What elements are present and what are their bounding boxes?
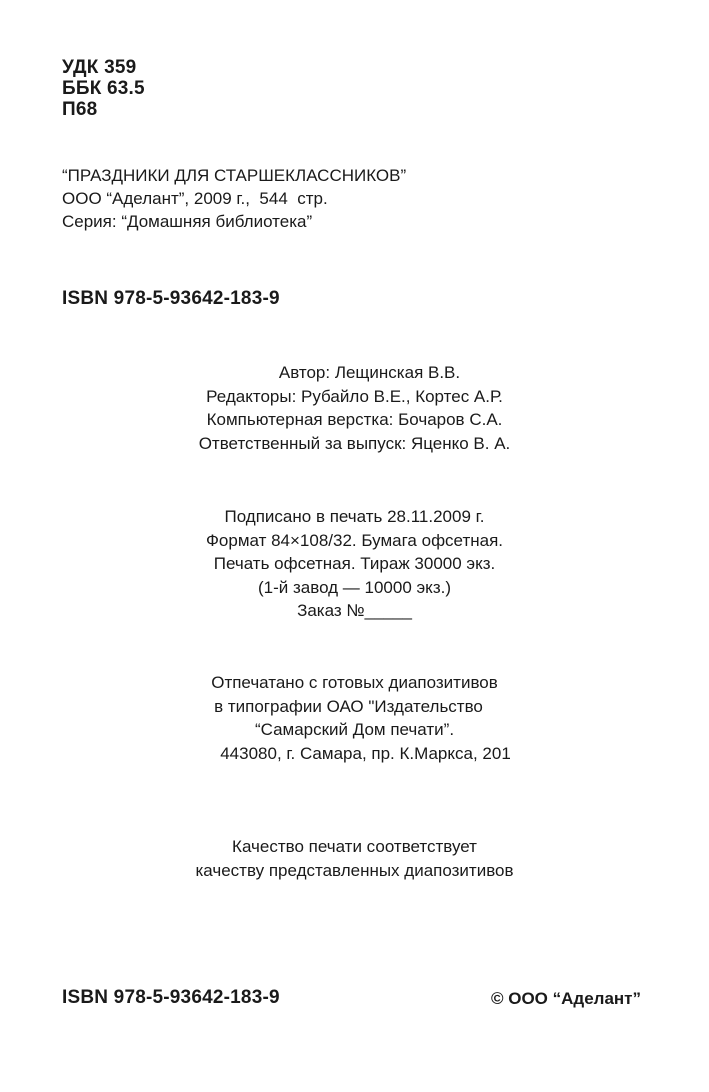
layout-line: Компьютерная верстка: Бочаров С.А. [206, 410, 503, 429]
copyright-notice: © ООО “Аделант” [490, 989, 641, 1008]
printer-block [0, 671, 709, 765]
plant-line: (1-й завод — 10000 экз.) [257, 577, 451, 597]
printer-line-2: в типографии ОАО "Издательство [214, 696, 483, 716]
order-line: Заказ №_____ [297, 601, 412, 620]
bbk-code: ББК 63.5 [62, 78, 145, 99]
editors-line: Редакторы: Рубайло В.Е., Кортес А.Р. [206, 386, 503, 406]
quality-line-1: Качество печати соответствует [232, 837, 477, 856]
isbn-bottom: ISBN 978-5-93642-183-9 [62, 987, 280, 1008]
signed-line: Подписано в печать 28.11.2009 г. [224, 507, 485, 526]
book-title: “ПРАЗДНИКИ ДЛЯ СТАРШЕКЛАССНИКОВ” [62, 166, 407, 185]
isbn-top: ISBN 978-5-93642-183-9 [62, 288, 280, 309]
book-meta [62, 164, 406, 233]
quality-block [0, 835, 709, 882]
printer-line-1: Отпечатано с готовых диапозитивов [211, 673, 498, 692]
print-info-block [0, 505, 709, 623]
print-line: Печать офсетная. Тираж 30000 экз. [213, 554, 496, 573]
responsible-line: Ответственный за выпуск: Яценко В. А. [198, 433, 511, 453]
publisher-line: ООО “Аделант”, 2009 г., 544 стр. [62, 189, 328, 208]
classification-codes [62, 57, 145, 120]
quality-line-2: качеству представленных диапозитивов [195, 860, 514, 880]
format-line: Формат 84×108/32. Бумага офсетная. [205, 530, 504, 550]
udk-code: УДК 359 [62, 57, 137, 78]
author-mark: П68 [62, 99, 98, 120]
printer-address: 443080, г. Самара, пр. К.Маркса, 201 [220, 743, 511, 763]
author-line: Автор: Лещинская В.В. [278, 363, 461, 382]
series-line: Серия: “Домашняя библиотека” [62, 212, 313, 231]
credits-block [0, 361, 709, 455]
printer-line-3: “Самарский Дом печати”. [254, 720, 455, 739]
